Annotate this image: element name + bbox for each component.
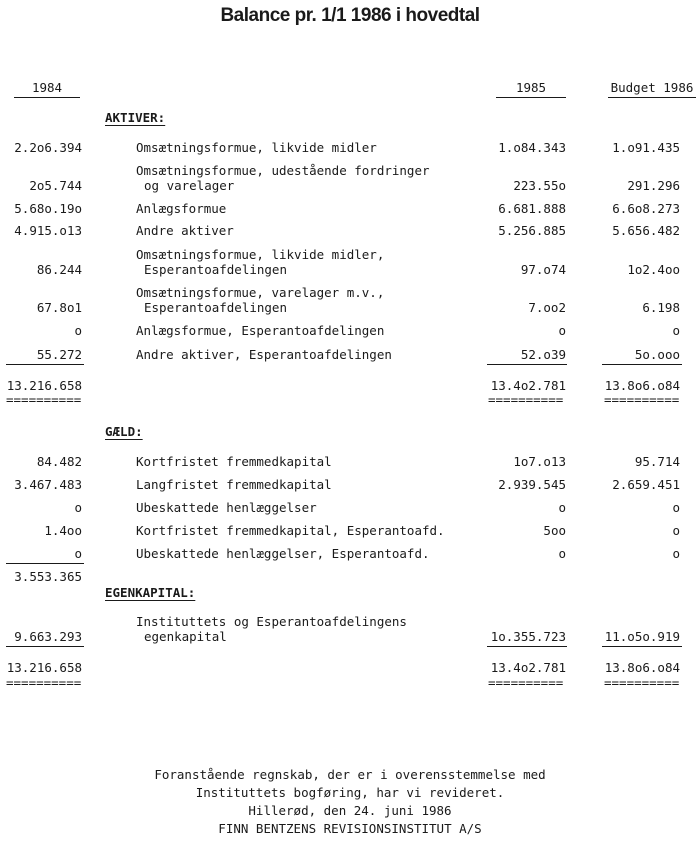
- aktiver-row-8-1985: 52.o39: [520, 347, 566, 362]
- double-rule-total-1984: ==========: [6, 675, 82, 690]
- sum-rule-budget: [602, 364, 682, 365]
- gaeld-row-2-budget: 2.659.451: [612, 477, 680, 492]
- column-header-1984: 1984: [14, 80, 80, 98]
- aktiver-total-1984: 13.216.658: [6, 378, 82, 393]
- egenkapital-description-line-2: egenkapital: [144, 629, 227, 644]
- aktiver-row-8-budget: 5o.ooo: [634, 347, 680, 362]
- aktiver-row-2-1985: 223.55o: [513, 178, 566, 193]
- aktiver-row-3-description: Anlægsformue: [136, 201, 227, 216]
- egenkapital-1985: 1o.355.723: [490, 629, 566, 644]
- gaeld-row-5-1984: o: [74, 546, 82, 561]
- gaeld-row-1-budget: 95.714: [634, 454, 680, 469]
- aktiver-row-2-description-line-2: og varelager: [144, 178, 235, 193]
- gaeld-row-4-description: Kortfristet fremmedkapital, Esperantoafd.: [136, 523, 445, 538]
- gaeld-row-3-1984: o: [74, 500, 82, 515]
- aktiver-row-5-budget: 1o2.4oo: [627, 262, 680, 277]
- aktiver-row-8-1984: 55.272: [36, 347, 82, 362]
- gaeld-row-5-description: Ubeskattede henlæggelser, Esperantoafd.: [136, 546, 430, 561]
- section-heading-aktiver: AKTIVER:: [105, 110, 166, 125]
- aktiver-row-6-1985: 7.oo2: [528, 300, 566, 315]
- gaeld-sum-rule-1984: [6, 563, 84, 564]
- gaeld-row-3-1985: o: [558, 500, 566, 515]
- aktiver-row-6-budget: 6.198: [642, 300, 680, 315]
- aktiver-row-5-1984: 86.244: [36, 262, 82, 277]
- egenkapital-1984: 9.663.293: [14, 629, 82, 644]
- aktiver-row-5-1985: 97.o74: [520, 262, 566, 277]
- double-rule-1985: ==========: [488, 392, 564, 407]
- aktiver-row-4-description: Andre aktiver: [136, 223, 234, 238]
- gaeld-row-4-1985: 5oo: [543, 523, 566, 538]
- column-header-1985: 1985: [496, 80, 566, 98]
- gaeld-row-1-description: Kortfristet fremmedkapital: [136, 454, 332, 469]
- auditor-firm-name: FINN BENTZENS REVISIONSINSTITUT A/S: [218, 821, 482, 836]
- aktiver-row-3-budget: 6.6o8.273: [612, 201, 680, 216]
- gaeld-row-2-1985: 2.939.545: [498, 477, 566, 492]
- aktiver-row-7-description: Anlægsformue, Esperantoafdelingen: [136, 323, 385, 338]
- aktiver-row-1-1985: 1.o84.343: [498, 140, 566, 155]
- double-rule-total-budget: ==========: [604, 675, 680, 690]
- aktiver-row-7-budget: o: [672, 323, 680, 338]
- aktiver-row-6-description-line-2: Esperantoafdelingen: [144, 300, 287, 315]
- aktiver-row-2-1984: 2o5.744: [29, 178, 82, 193]
- gaeld-row-1-1985: 1o7.o13: [513, 454, 566, 469]
- aktiver-row-5-description-line-1: Omsætningsformue, likvide midler,: [136, 247, 385, 262]
- gaeld-row-2-description: Langfristet fremmedkapital: [136, 477, 332, 492]
- egenkapital-budget: 11.o5o.919: [604, 629, 680, 644]
- gaeld-row-4-budget: o: [672, 523, 680, 538]
- aktiver-total-budget: 13.8o6.o84: [604, 378, 680, 393]
- gaeld-row-3-budget: o: [672, 500, 680, 515]
- aktiver-row-5-description-line-2: Esperantoafdelingen: [144, 262, 287, 277]
- double-rule-total-1985: ==========: [488, 675, 564, 690]
- section-heading-gaeld: GÆLD:: [105, 424, 143, 439]
- aktiver-row-2-description-line-1: Omsætningsformue, udestående fordringer: [136, 163, 430, 178]
- aktiver-row-6-1984: 67.8o1: [36, 300, 82, 315]
- aktiver-row-4-1985: 5.256.885: [498, 223, 566, 238]
- section-heading-egenkapital: EGENKAPITAL:: [105, 585, 196, 600]
- gaeld-row-3-description: Ubeskattede henlæggelser: [136, 500, 317, 515]
- gaeld-row-4-1984: 1.4oo: [44, 523, 82, 538]
- aktiver-row-7-1985: o: [558, 323, 566, 338]
- aktiver-total-1985: 13.4o2.781: [490, 378, 566, 393]
- passiver-total-1985: 13.4o2.781: [490, 660, 566, 675]
- auditor-statement-line-2: Instituttets bogføring, har vi revideret.: [195, 785, 505, 800]
- gaeld-subtotal-1984: 3.553.365: [14, 569, 82, 584]
- egenkapital-sum-rule-1984: [6, 646, 84, 647]
- aktiver-row-3-1985: 6.681.888: [498, 201, 566, 216]
- egenkapital-sum-rule-budget: [602, 646, 682, 647]
- aktiver-row-8-description: Andre aktiver, Esperantoafdelingen: [136, 347, 392, 362]
- aktiver-row-7-1984: o: [74, 323, 82, 338]
- auditor-place-date: Hillerød, den 24. juni 1986: [248, 803, 452, 818]
- gaeld-row-5-budget: o: [672, 546, 680, 561]
- passiver-total-budget: 13.8o6.o84: [604, 660, 680, 675]
- column-header-budget-1986: Budget 1986: [608, 80, 696, 98]
- aktiver-row-1-1984: 2.2o6.394: [14, 140, 82, 155]
- double-rule-1984: ==========: [6, 392, 82, 407]
- gaeld-row-2-1984: 3.467.483: [14, 477, 82, 492]
- egenkapital-sum-rule-1985: [487, 646, 567, 647]
- auditor-statement-line-1: Foranstående regnskab, der er i overensstemmelse med: [154, 767, 546, 782]
- aktiver-row-6-description-line-1: Omsætningsformue, varelager m.v.,: [136, 285, 385, 300]
- aktiver-row-4-1984: 4.915.o13: [14, 223, 82, 238]
- egenkapital-description-line-1: Instituttets og Esperantoafdelingens: [136, 614, 407, 629]
- aktiver-row-1-description: Omsætningsformue, likvide midler: [136, 140, 377, 155]
- sum-rule-1984: [6, 364, 84, 365]
- gaeld-row-5-1985: o: [558, 546, 566, 561]
- aktiver-row-1-budget: 1.o91.435: [612, 140, 680, 155]
- aktiver-row-2-budget: 291.296: [627, 178, 680, 193]
- gaeld-row-1-1984: 84.482: [36, 454, 82, 469]
- aktiver-row-4-budget: 5.656.482: [612, 223, 680, 238]
- passiver-total-1984: 13.216.658: [6, 660, 82, 675]
- aktiver-row-3-1984: 5.68o.19o: [14, 201, 82, 216]
- document-title: Balance pr. 1/1 1986 i hovedtal: [220, 5, 480, 26]
- double-rule-budget: ==========: [604, 392, 680, 407]
- sum-rule-1985: [487, 364, 567, 365]
